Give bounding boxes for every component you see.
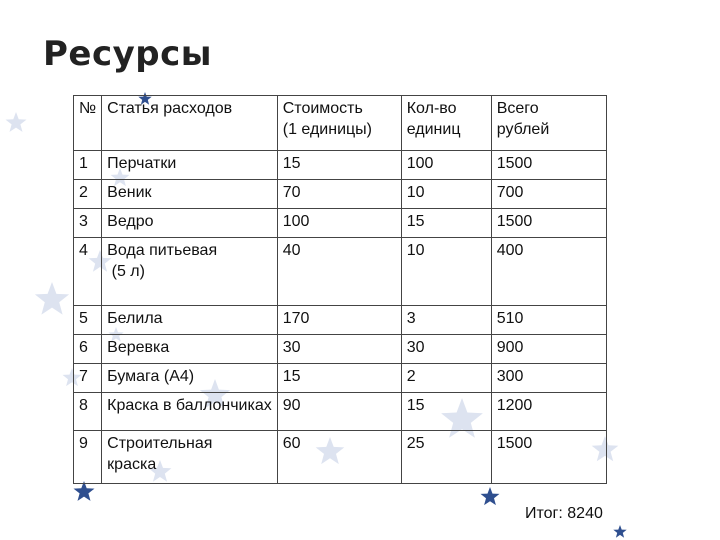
cell-quantity: 30 — [401, 335, 491, 364]
table-row — [74, 238, 607, 306]
cell-number: 8 — [74, 393, 102, 431]
cell-unit-cost: 40 — [277, 238, 401, 306]
header-unit-cost — [277, 96, 401, 151]
header-total-rubles-line: рублей — [496, 121, 550, 138]
cell-number: 4 — [74, 238, 102, 306]
cell-unit-cost: 170 — [277, 306, 401, 335]
cell-expense-item: Ведро — [102, 209, 278, 238]
cell-unit-cost: 60 — [277, 431, 401, 484]
cell-total-rubles: 1200 — [491, 393, 606, 431]
cell-unit-cost: 70 — [277, 180, 401, 209]
cell-number: 2 — [74, 180, 102, 209]
cell-quantity: 10 — [401, 180, 491, 209]
cell-unit-cost: 30 — [277, 335, 401, 364]
table-row — [74, 151, 607, 180]
cell-expense-item: Перчатки — [102, 151, 278, 180]
cell-number: 6 — [74, 335, 102, 364]
cell-expense-item: Краска в баллончиках — [102, 393, 278, 431]
cell-expense-item: Веник — [102, 180, 278, 209]
cell-unit-cost: 100 — [277, 209, 401, 238]
header-unit-cost-line: (1 единицы) — [282, 121, 372, 138]
cell-expense-item-line: Строительная — [107, 435, 213, 452]
table-row — [74, 364, 607, 393]
header-total-rubles-line: Всего — [496, 100, 539, 117]
cell-number: 7 — [74, 364, 102, 393]
header-number: № — [74, 96, 102, 151]
cell-unit-cost: 15 — [277, 151, 401, 180]
cell-unit-cost: 15 — [277, 364, 401, 393]
table-row — [74, 431, 607, 484]
cell-unit-cost: 90 — [277, 393, 401, 431]
table-row — [74, 393, 607, 431]
table-row — [74, 209, 607, 238]
cell-total-rubles: 510 — [491, 306, 606, 335]
header-unit-cost-line: Стоимость — [282, 100, 363, 117]
cell-quantity: 100 — [401, 151, 491, 180]
cell-quantity: 10 — [401, 238, 491, 306]
table-row — [74, 180, 607, 209]
header-total-rubles — [491, 96, 606, 151]
header-quantity-line: единиц — [406, 121, 461, 138]
cell-number: 3 — [74, 209, 102, 238]
star-icon — [6, 112, 27, 132]
cell-expense-item: Бумага (А4) — [102, 364, 278, 393]
cell-total-rubles: 900 — [491, 335, 606, 364]
cell-expense-item — [102, 431, 278, 484]
cell-quantity: 2 — [401, 364, 491, 393]
cell-quantity: 15 — [401, 393, 491, 431]
star-icon — [481, 487, 500, 505]
cell-expense-item-line: Вода питьевая — [107, 242, 218, 259]
cell-expense-item-line: краска — [107, 456, 157, 473]
cell-expense-item: Белила — [102, 306, 278, 335]
table-row — [74, 335, 607, 364]
cell-total-rubles: 1500 — [491, 431, 606, 484]
header-expense-item: Статья расходов — [102, 96, 278, 151]
star-icon — [35, 282, 69, 315]
star-icon — [613, 525, 626, 538]
cell-expense-item: Веревка — [102, 335, 278, 364]
cell-total-rubles: 700 — [491, 180, 606, 209]
total-amount: Итог: 8240 — [525, 505, 603, 522]
cell-number: 5 — [74, 306, 102, 335]
table-header-row — [74, 96, 607, 151]
cell-total-rubles: 300 — [491, 364, 606, 393]
cell-number: 9 — [74, 431, 102, 484]
cell-total-rubles: 1500 — [491, 151, 606, 180]
cell-total-rubles: 1500 — [491, 209, 606, 238]
cell-number: 1 — [74, 151, 102, 180]
resources-table — [73, 95, 607, 484]
table-row — [74, 306, 607, 335]
cell-total-rubles: 400 — [491, 238, 606, 306]
slide-title: Ресурсы — [43, 34, 213, 74]
cell-quantity: 25 — [401, 431, 491, 484]
cell-quantity: 3 — [401, 306, 491, 335]
header-quantity-line: Кол-во — [406, 100, 457, 117]
cell-expense-item-line: (5 л) — [107, 263, 145, 280]
cell-quantity: 15 — [401, 209, 491, 238]
header-quantity — [401, 96, 491, 151]
cell-expense-item — [102, 238, 278, 306]
